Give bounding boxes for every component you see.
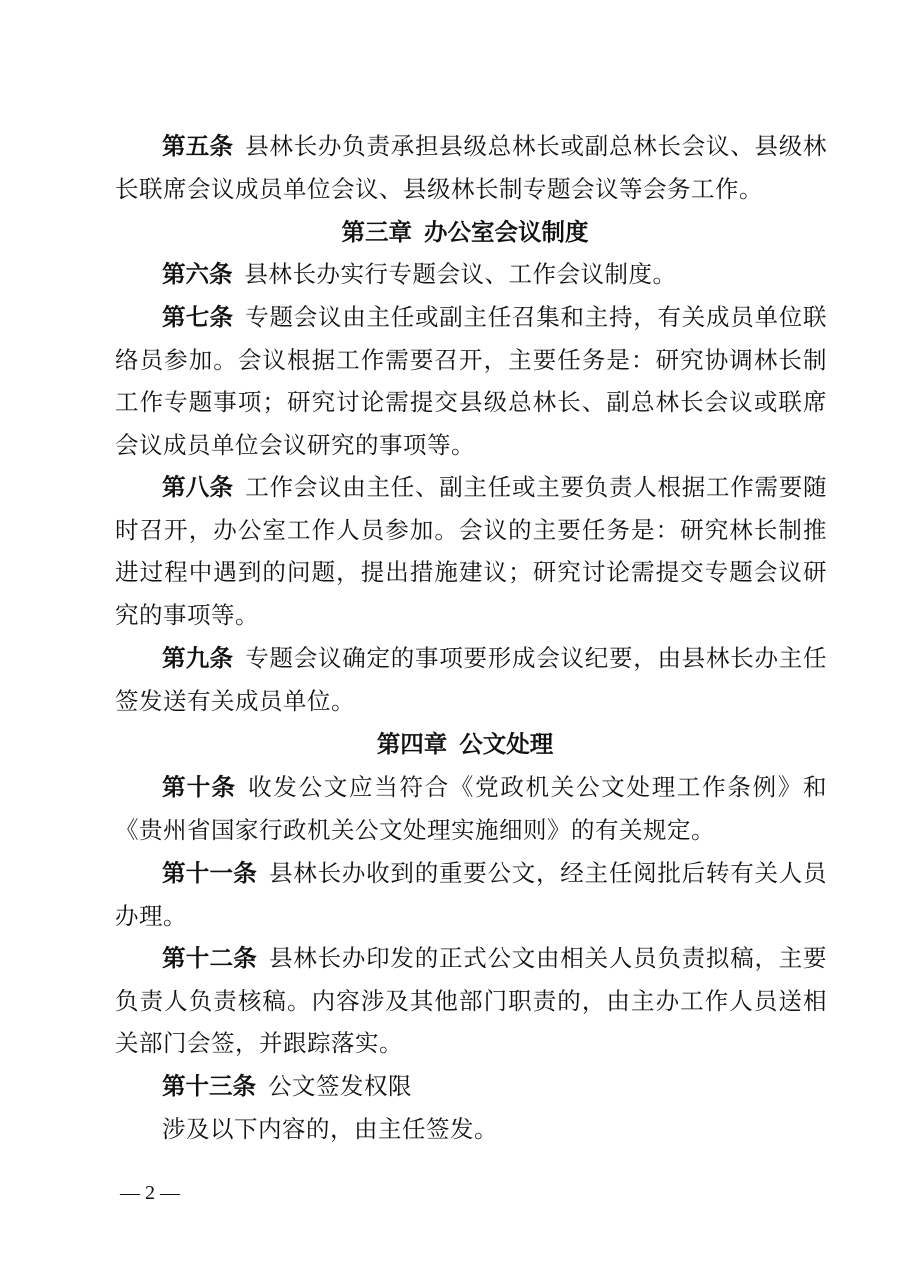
chapter-number: 第四章	[376, 730, 448, 758]
article-12	[115, 937, 827, 1065]
page-number-footer: — 2 —	[120, 1182, 180, 1204]
chapter-heading-4	[115, 723, 815, 766]
article-6	[115, 253, 827, 296]
article-text: 专题会议确定的事项要形成会议纪要，由县林长办主任签发送有关成员单位。	[115, 644, 827, 715]
article-text: 公文签发权限	[268, 1072, 412, 1100]
article-text: 县林长办负责承担县级总林长或副总林长会议、县级林长联席会议成员单位会议、县级林长制专题会议等会务工作。	[115, 132, 827, 203]
article-text: 县林长办实行专题会议、工作会议制度。	[244, 260, 677, 288]
article-text: 工作会议由主任、副主任或主要负责人根据工作需要随时召开，办公室工作人员参加。会议的主要任务是：研究林长制推进过程中遇到的问题，提出措施建议；研究讨论需提交专题会议研究的事项等。	[115, 473, 827, 629]
chapter-heading-3	[115, 211, 815, 254]
chapter-title: 公文处理	[459, 730, 554, 758]
article-number: 第九条	[162, 644, 234, 672]
article-7	[115, 296, 827, 466]
article-text: 专题会议由主任或副主任召集和主持，有关成员单位联络员参加。会议根据工作需要召开，主要任务是：研究协调林长制工作专题事项；研究讨论需提交县级总林长、副总林长会议或联席会议成员单位会议研究的事项等。	[115, 303, 827, 459]
chapter-title: 办公室会议制度	[424, 218, 589, 246]
article-number: 第六条	[162, 260, 233, 288]
article-5	[115, 125, 827, 210]
article-number: 第十一条	[162, 859, 258, 887]
body-paragraph	[115, 1108, 827, 1151]
paragraph-text: 涉及以下内容的，由主任签发。	[162, 1115, 498, 1143]
article-8	[115, 466, 827, 636]
chapter-number: 第三章	[341, 218, 412, 246]
article-text: 县林长办印发的正式公文由相关人员负责拟稿，主要负责人负责核稿。内容涉及其他部门职责的，由主办工作人员送相关部门会签，并跟踪落实。	[115, 944, 828, 1057]
article-13	[115, 1065, 827, 1108]
article-number: 第十三条	[162, 1072, 256, 1100]
article-text: 收发公文应当符合《党政机关公文处理工作条例》和《贵州省国家行政机关公文处理实施细则》的有关规定。	[115, 773, 828, 844]
article-number: 第八条	[162, 473, 234, 501]
article-9	[115, 637, 827, 722]
article-11	[115, 852, 827, 937]
article-number: 第十二条	[162, 944, 258, 972]
article-text: 县林长办收到的重要公文，经主任阅批后转有关人员办理。	[115, 859, 828, 930]
article-10	[115, 766, 827, 851]
article-number: 第五条	[162, 132, 234, 160]
article-number: 第十条	[162, 773, 237, 801]
article-number: 第七条	[162, 303, 234, 331]
